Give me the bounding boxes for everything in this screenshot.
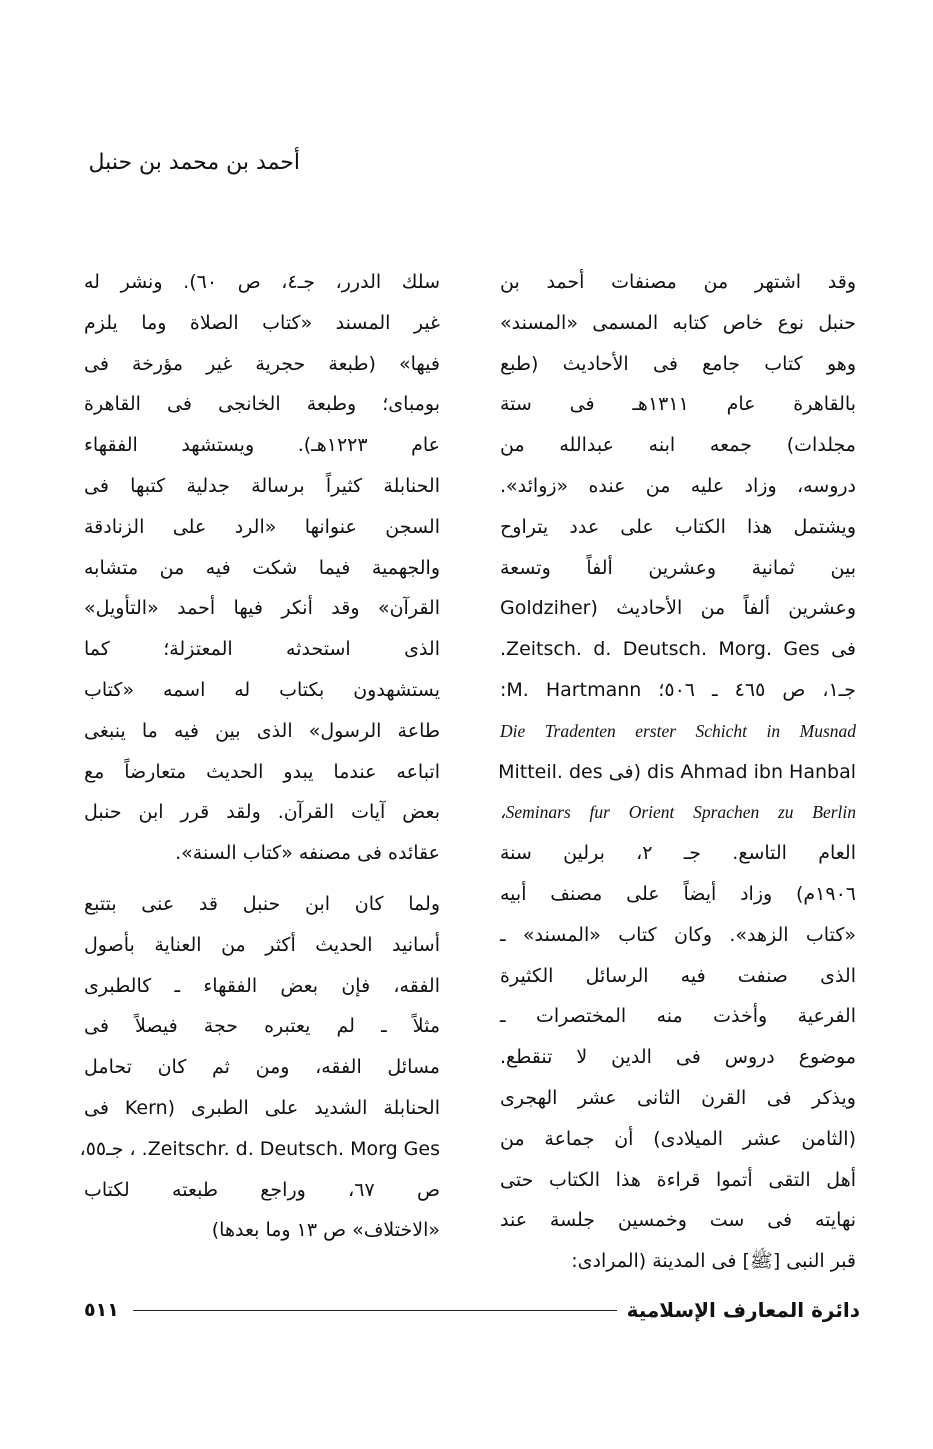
text-line-latin: Seminars fur Orient Sprachen zu Berlin، [500,802,856,823]
paragraph-spacer [84,874,440,884]
text-line: بين ثمانية وعشرين ألفاً وتسعة [500,556,856,579]
text-line: عام ١٢٢٣هـ). ويستشهد الفقهاء [84,434,440,457]
text-line: قبر النبى [ﷺ] فى المدينة (المرادى: [571,1250,856,1273]
text-line: الحنابلة الشديد على الطبرى (Kern فى [84,1096,440,1119]
text-line: أهل التقى أتموا قراءة هذا الكتاب حتى [500,1168,856,1191]
text-line: الفرعية وأخذت منه المختصرات ـ [500,1005,856,1028]
text-line: جـ١، ص ٤٦٥ ـ ٥٠٦؛ M. Hartmann: [500,678,856,701]
text-line: عقائده فى مصنفه «كتاب السنة». [175,842,440,865]
text-line: ويشتمل هذا الكتاب على عدد يتراوح [500,515,856,538]
text-line: يستشهدون بكتاب له اسمه «كتاب [84,678,440,701]
text-line: dis Ahmad ibn Hanbal (فى Mitteil. des [498,760,856,783]
left-text-column [79,262,441,1251]
text-line: Zeitschr. d. Deutsch. Morg Ges. ، جـ٥٥، [79,1137,440,1160]
text-line: القرآن» وقد أنكر فيها أحمد «التأويل» [84,597,440,620]
text-line-latin: Die Tradenten erster Schicht in Musnad [500,720,856,741]
text-line: مجلدات) جمعه ابنه عبدالله من [500,434,856,457]
page-number: ٥١١ [84,1299,119,1321]
text-line: سلك الدرر، جـ٤، ص ٦٠). ونشر له [84,271,441,293]
text-line: «كتاب الزهد». وكان كتاب «المسند» ـ [500,923,856,946]
text-line: الذى صنفت فيه الرسائل الكثيرة [500,964,856,987]
text-line: نهايته فى ست وخمسين جلسة عند [500,1209,856,1232]
text-line: ولما كان ابن حنبل قد عنى بتتبع [84,892,440,915]
text-line: (الثامن عشر الميلادى) أن جماعة من [500,1127,856,1150]
text-line: بالقاهرة عام ١٣١١هـ فى ستة [500,393,856,416]
running-header-title: أحمد بن محمد بن حنبل [88,150,300,175]
text-line: الحنابلة كثيراً برسالة جدلية كتبها فى [84,474,440,497]
text-line: العام التاسع. جـ ٢، برلين سنة [500,842,856,865]
text-line: وقد اشتهر من مصنفات أحمد بن [500,271,856,293]
text-line: وهو كتاب جامع فى الأحاديث (طبع [500,352,856,375]
text-line: أسانيد الحديث أكثر من العناية بأصول [84,933,440,956]
footer-divider [133,1310,617,1311]
text-line: فيها» (طبعة حجرية غير مؤرخة فى [84,352,440,375]
text-line: ص ٦٧، وراجع طبعته لكتاب [84,1178,440,1201]
text-line: حنبل نوع خاص كتابه المسمى «المسند» [500,311,856,334]
page-footer [84,1295,860,1325]
text-line: «الاختلاف» ص ١٣ وما بعدها) [211,1219,440,1242]
paragraph-fiqh [79,884,440,1251]
text-line: وعشرين ألفاً من الأحاديث (Goldziher [500,597,856,620]
text-line: الذى استحدثه المعتزلة؛ كما [84,638,440,661]
right-text-column [500,262,856,1282]
text-line: ١٩٠٦م) وزاد أيضاً على مصنف أبيه [500,882,856,905]
encyclopedia-title: دائرة المعارف الإسلامية [626,1298,860,1322]
text-line: الفقه، فإن بعض الفقهاء ـ كالطبرى [84,974,440,997]
text-line: مسائل الفقه، ومن ثم كان تحامل [84,1056,440,1079]
text-line: ويذكر فى القرن الثانى عشر الهجرى [500,1086,856,1109]
text-line: فى Zeitsch. d. Deutsch. Morg. Ges. [500,638,856,661]
paragraph-works [84,262,440,874]
text-line: بعض آيات القرآن. ولقد قرر ابن حنبل [84,801,440,824]
text-line: والجهمية فيما شكت فيه من متشابه [84,556,440,579]
text-line: طاعة الرسول» الذى بين فيه ما ينبغى [84,719,440,742]
text-line: السجن عنوانها «الرد على الزنادقة [84,515,440,538]
text-line: بومباى؛ وطبعة الخانجى فى القاهرة [84,393,440,416]
text-line: مثلاً ـ لم يعتبره حجة فيصلاً فى [84,1015,440,1038]
text-line: غير المسند «كتاب الصلاة وما يلزم [84,311,440,334]
text-line: موضوع دروس فى الدين لا تنقطع. [500,1046,856,1069]
text-line: دروسه، وزاد عليه من عنده «زوائد». [500,474,856,497]
text-line: اتباعه عندما يبدو الحديث متعارضاً مع [84,760,440,783]
